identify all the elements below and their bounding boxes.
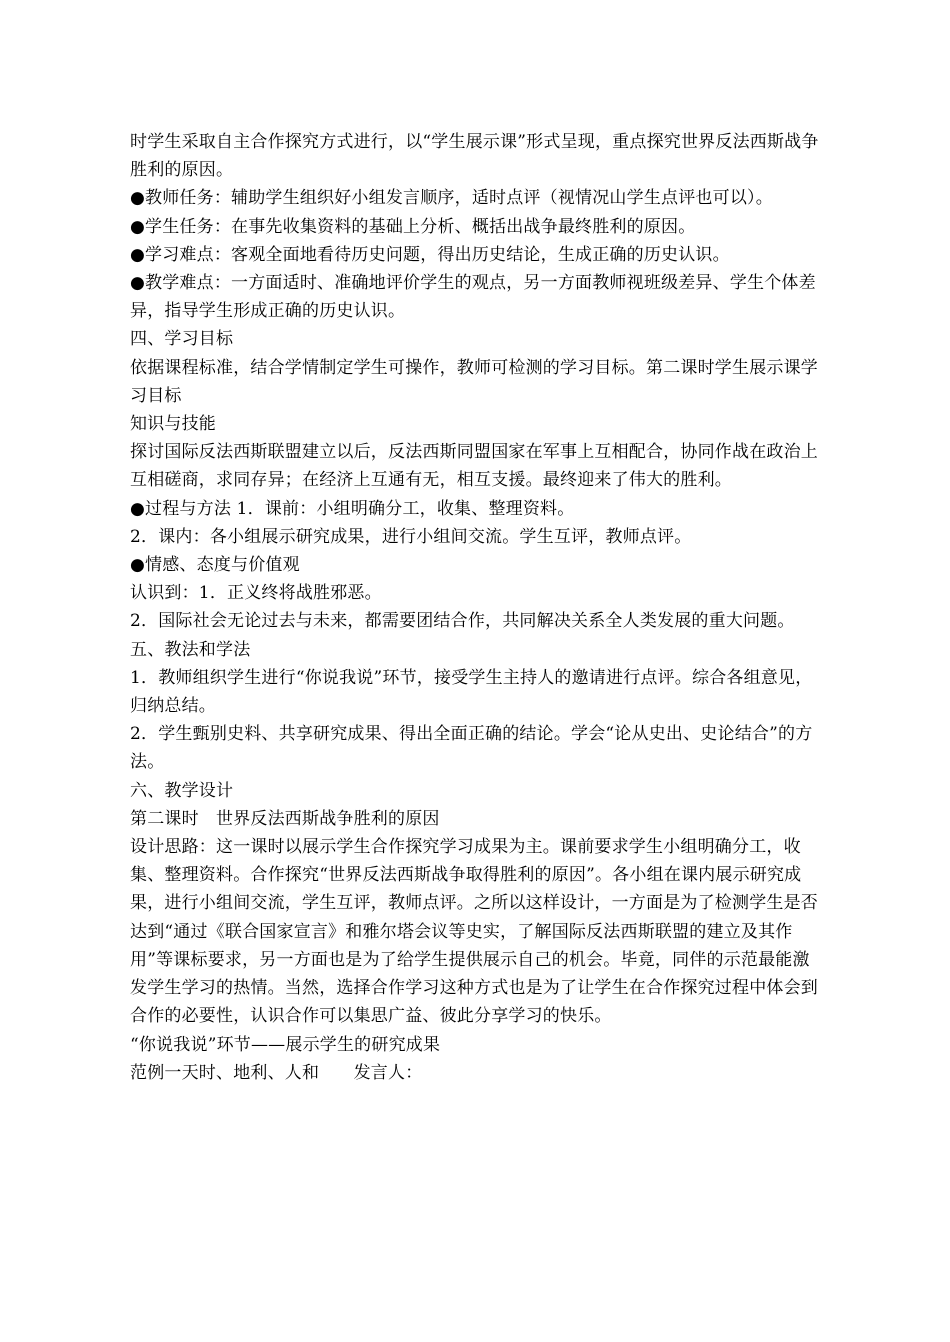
paragraph-example-one: 范例一天时、地利、人和 发言人： bbox=[130, 1062, 423, 1083]
bullet-emotion-values: ●情感、态度与价值观 bbox=[130, 555, 300, 576]
paragraph-method-2: 2．学生甄别史料、共享研究成果、得出全面正确的结论。学会“论从史出、史论结合”的方法。 bbox=[130, 724, 813, 773]
document-page bbox=[130, 128, 824, 1087]
heading-learning-goals: 四、学习目标 bbox=[130, 329, 234, 350]
heading-teaching-design: 六、教学设计 bbox=[130, 780, 234, 801]
bullet-process-methods: ●过程与方法 1．课前：小组明确分工，收集、整理资料。 bbox=[130, 498, 575, 519]
subheading-knowledge-skills: 知识与技能 bbox=[130, 414, 216, 435]
paragraph-recognize-2: 2．国际社会无论过去与未来，都需要团结合作，共同解决关系全人类发展的重大问题。 bbox=[130, 611, 795, 632]
paragraph-recognize-1: 认识到：1．正义终将战胜邪恶。 bbox=[130, 583, 382, 604]
paragraph-goals-basis: 依据课程标准，结合学情制定学生可操作，教师可检测的学习目标。第二课时学生展示课学习目标 bbox=[130, 357, 818, 406]
bullet-learning-difficulty: ●学习难点：客观全面地看待历史问题，得出历史结论，生成正确的历史认识。 bbox=[130, 244, 730, 265]
subheading-second-lesson: 第二课时 世界反法西斯战争胜利的原因 bbox=[130, 808, 440, 829]
paragraph-continuation-intro: 时学生采取自主合作探究方式进行，以“学生展示课”形式呈现，重点探究世界反法西斯战争胜利的原因。 bbox=[130, 132, 819, 181]
paragraph-in-class: 2．课内：各小组展示研究成果，进行小组间交流。学生互评，教师点评。 bbox=[130, 526, 692, 547]
bullet-teaching-difficulty: ●教学难点：一方面适时、准确地评价学生的观点，另一方面教师视班级差异、学生个体差异，指导学生形成正确的历史认识。 bbox=[130, 273, 816, 322]
paragraph-method-1: 1．教师组织学生进行“你说我说”环节，接受学生主持人的邀请进行点评。综合各组意见，归纳总结。 bbox=[130, 667, 813, 717]
subheading-you-say-i-say: “你说我说”环节——展示学生的研究成果 bbox=[130, 1034, 441, 1055]
paragraph-knowledge-skills: 探讨国际反法西斯联盟建立以后，反法西斯同盟国家在军事上互相配合，协同作战在政治上互相磋商，求同存异；在经济上互通有无，相互支援。最终迎来了伟大的胜利。 bbox=[130, 442, 818, 491]
bullet-student-task: ●学生任务：在事先收集资料的基础上分析、概括出战争最终胜利的原因。 bbox=[130, 216, 696, 237]
paragraph-design-idea: 设计思路：这一课时以展示学生合作探究学习成果为主。课前要求学生小组明确分工，收集、整理资料。合作探究“世界反法西斯战争取得胜利的原因”。各小组在课内展示研究成果，进行小组间交流，学生互评，教师点评。之所以这样设计，一方面是为了检测学生是否达到“通过《联合国家宣言》和雅尔塔会议等史实，了解国际反法西斯联盟的建立及其作用”等课标要求，另一方面也是为了给学生提供展示自己的机会。毕竟，同伴的示范最能激发学生学习的热情。当然，选择合作学习这种方式也是为了让学生在合作探究过程中体会到合作的必要性，认识合作可以集思广益、彼此分享学习的快乐。 bbox=[130, 837, 818, 1027]
bullet-teacher-task: ●教师任务：辅助学生组织好小组发言顺序，适时点评（视情况山学生点评也可以）。 bbox=[130, 188, 773, 209]
heading-teaching-methods: 五、教法和学法 bbox=[130, 639, 251, 660]
